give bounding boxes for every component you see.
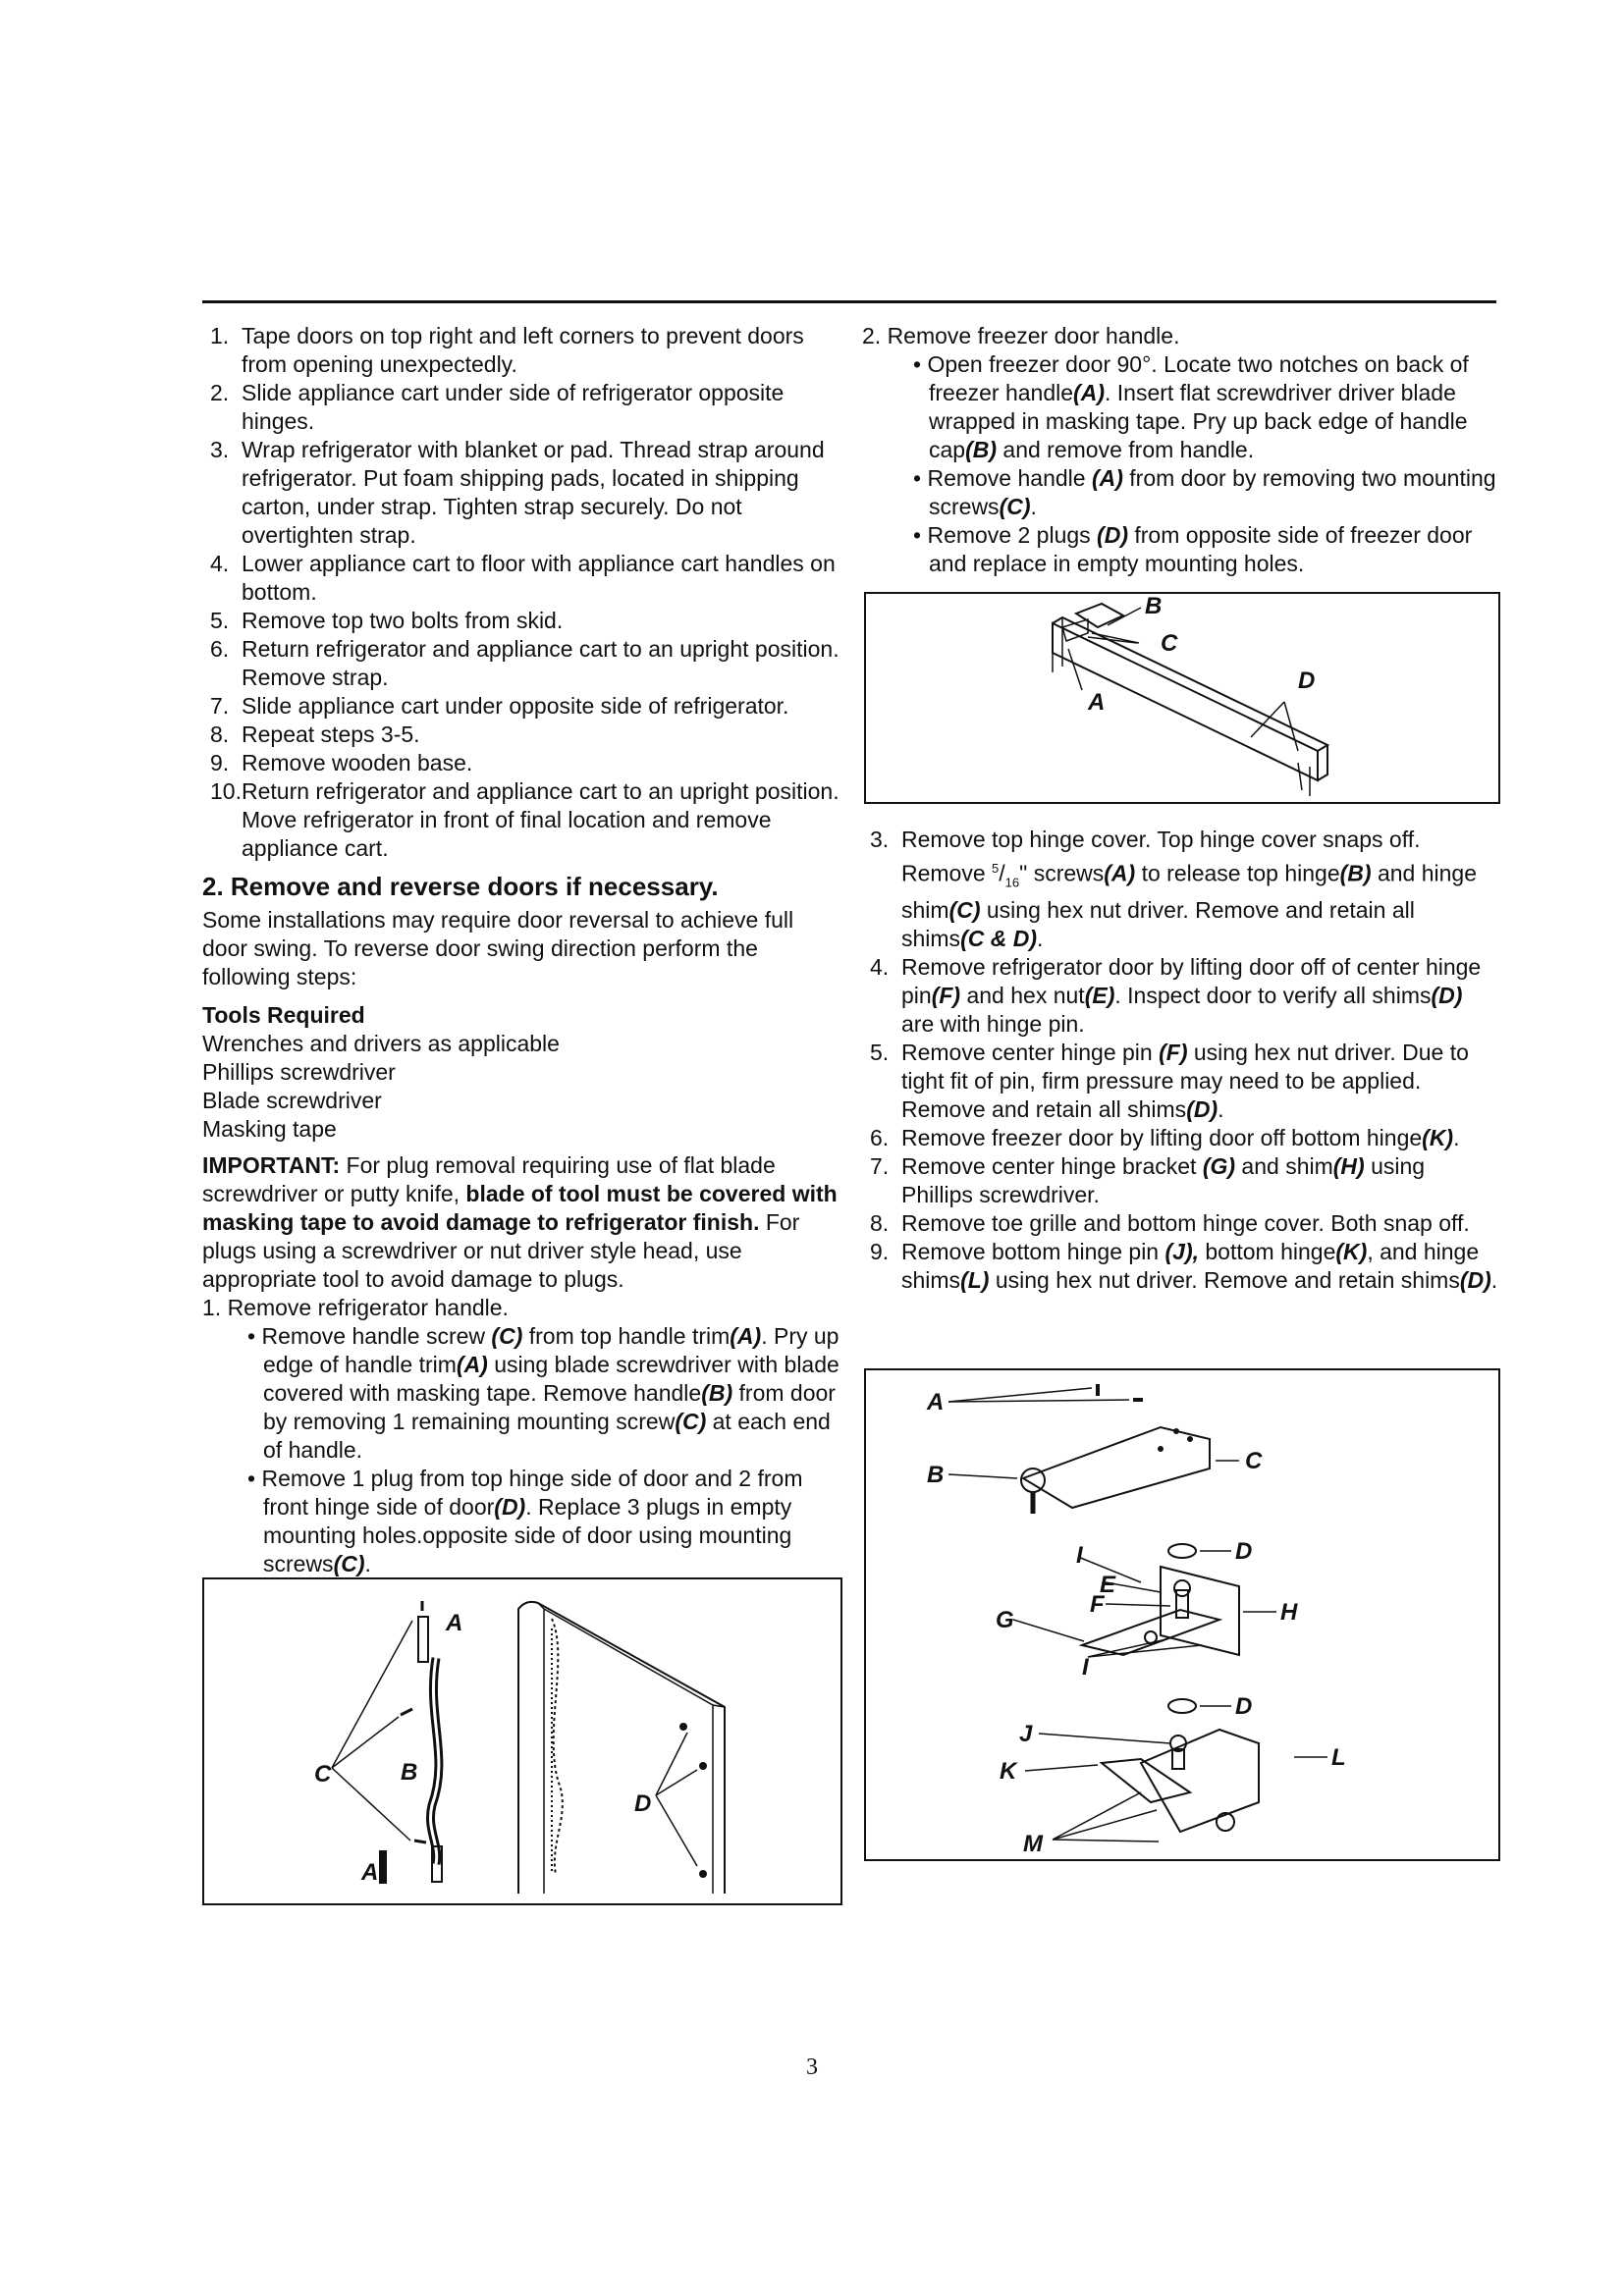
fig-label-c: C <box>1161 630 1178 657</box>
fig-label-a-bottom: A <box>361 1859 379 1886</box>
fig-label-b: B <box>401 1759 418 1786</box>
list-item: 10.Return refrigerator and appliance cart to an upright position. Move refrigerator in front of final location and remove appliance cart. <box>210 778 839 861</box>
tool-item: Blade screwdriver <box>202 1088 382 1113</box>
figure-hinges <box>864 1368 1500 1861</box>
fig-label-i-bottom: I <box>1082 1654 1089 1681</box>
fig-label-c: C <box>314 1761 332 1788</box>
fig-label-b: B <box>927 1462 945 1488</box>
list-item: 7. Slide appliance cart under opposite side of refrigerator. <box>210 693 789 719</box>
fig-label-f: F <box>1090 1591 1105 1618</box>
fig-label-a: A <box>927 1389 945 1415</box>
fig-label-d-top: D <box>1235 1538 1253 1565</box>
important-note: IMPORTANT: For plug removal requiring use of flat blade screwdriver or putty knife, blade of tool must be covered with masking tape to avoid damage to refrigerator finish. For plugs using a screwdriver or nut driver style head, use appropriate tool to avoid damage to plugs. <box>202 1152 838 1292</box>
step2-title: 2. Remove freezer door handle. <box>862 323 1180 348</box>
step2-bullet-1: • Open freezer door 90°. Locate two notches on back of freezer handle(A). Insert flat screwdriver driver blade wrapped in masking tape. Pry up back edge of handle cap(B) and remove from handle. <box>913 351 1469 462</box>
page-number: 3 <box>806 2055 818 2080</box>
list-item: 4. Remove refrigerator door by lifting door off of center hinge pin(F) and hex nut(E). Inspect door to verify all shims(D) are with hinge pin. <box>870 954 1482 1038</box>
fig-label-d-bottom: D <box>1235 1693 1253 1720</box>
fig-label-i-top: I <box>1076 1542 1083 1569</box>
list-item: 7. Remove center hinge bracket (G) and shim(H) using Phillips screwdriver. <box>870 1153 1426 1208</box>
list-item: 2. Slide appliance cart under side of refrigerator opposite hinges. <box>210 380 785 434</box>
fig-label-g: G <box>996 1607 1014 1633</box>
figure-refrigerator-handle <box>202 1577 842 1905</box>
step2-bullet-3: • Remove 2 plugs (D) from opposite side of freezer door and replace in empty mounting holes. <box>913 522 1473 576</box>
tool-item: Phillips screwdriver <box>202 1059 396 1085</box>
tool-item: Masking tape <box>202 1116 337 1142</box>
fig-label-m: M <box>1023 1831 1043 1857</box>
fig-label-a-top: A <box>446 1610 463 1636</box>
fig-label-b: B <box>1145 594 1163 619</box>
fig-label-d: D <box>634 1790 652 1817</box>
intro-paragraph: Some installations may require door reversal to achieve full door swing. To reverse door swing direction perform the following steps: <box>202 907 794 989</box>
handle-diagram <box>204 1579 840 1903</box>
list-item: 4. Lower appliance cart to floor with appliance cart handles on bottom. <box>210 551 836 605</box>
fig-label-h: H <box>1280 1599 1298 1626</box>
tool-item: Wrenches and drivers as applicable <box>202 1031 560 1056</box>
freezer-handle-diagram <box>866 594 1498 802</box>
fig-label-a: A <box>1088 689 1106 716</box>
fig-label-l: L <box>1331 1744 1346 1771</box>
unpack-steps <box>202 322 840 863</box>
fig-label-c: C <box>1245 1448 1263 1474</box>
fig-label-e: E <box>1100 1572 1116 1598</box>
step2-bullet-2: • Remove handle (A) from door by removing two mounting screws(C). <box>913 465 1496 519</box>
hinge-diagram <box>866 1370 1498 1859</box>
fig-label-k: K <box>1000 1758 1017 1785</box>
left-column <box>202 322 840 1578</box>
list-item: 6. Remove freezer door by lifting door off bottom hinge(K). <box>870 1125 1460 1151</box>
list-item: 3. Remove top hinge cover. Top hinge cover snaps off. Remove $^5/_{16}$" screws(A) to release top hinge(B) and hinge shim(C) using hex nut driver. Remove and retain all shims(C & D). <box>870 827 1478 952</box>
tools-heading: Tools Required <box>202 1002 365 1028</box>
list-item: 5. Remove center hinge pin (F) using hex nut driver. Due to tight fit of pin, firm pressure may need to be applied. Remove and retain all shims(D). <box>870 1040 1469 1123</box>
list-item: 9. Remove bottom hinge pin (J), bottom hinge(K), and hinge shims(L) using hex nut driver. Remove and retain shims(D). <box>870 1239 1498 1294</box>
step1-title: 1. Remove refrigerator handle. <box>202 1295 509 1320</box>
list-item: 5. Remove top two bolts from skid. <box>210 608 564 633</box>
right-column <box>862 322 1500 1295</box>
section-heading: 2. Remove and reverse doors if necessary. <box>202 872 719 901</box>
list-item: 8. Repeat steps 3-5. <box>210 721 420 747</box>
fig-label-d: D <box>1298 667 1316 694</box>
fig-label-j: J <box>1019 1721 1033 1747</box>
list-item: 1. Tape doors on top right and left corners to prevent doors from opening unexpectedly. <box>210 323 804 377</box>
list-item: 6. Return refrigerator and appliance cart to an upright position. Remove strap. <box>210 636 839 690</box>
step1-bullet-2: • Remove 1 plug from top hinge side of door and 2 from front hinge side of door(D). Replace 3 plugs in empty mounting holes.opposite side of door using mounting screws(C). <box>247 1466 803 1576</box>
header-rule <box>202 300 1496 303</box>
figure-freezer-handle <box>864 592 1500 804</box>
step1-bullet-1: • Remove handle screw (C) from top handle trim(A). Pry up edge of handle trim(A) using blade screwdriver with blade covered with masking tape. Remove handle(B) from door by removing 1 remaining mounting screw(C) at each end of handle. <box>247 1323 839 1463</box>
list-item: 3. Wrap refrigerator with blanket or pad. Thread strap around refrigerator. Put foam shipping pads, located in shipping carton, under strap. Tighten strap securely. Do not overtighten strap. <box>210 437 825 548</box>
list-item: 8. Remove toe grille and bottom hinge cover. Both snap off. <box>870 1210 1470 1237</box>
list-item: 9. Remove wooden base. <box>210 750 473 775</box>
